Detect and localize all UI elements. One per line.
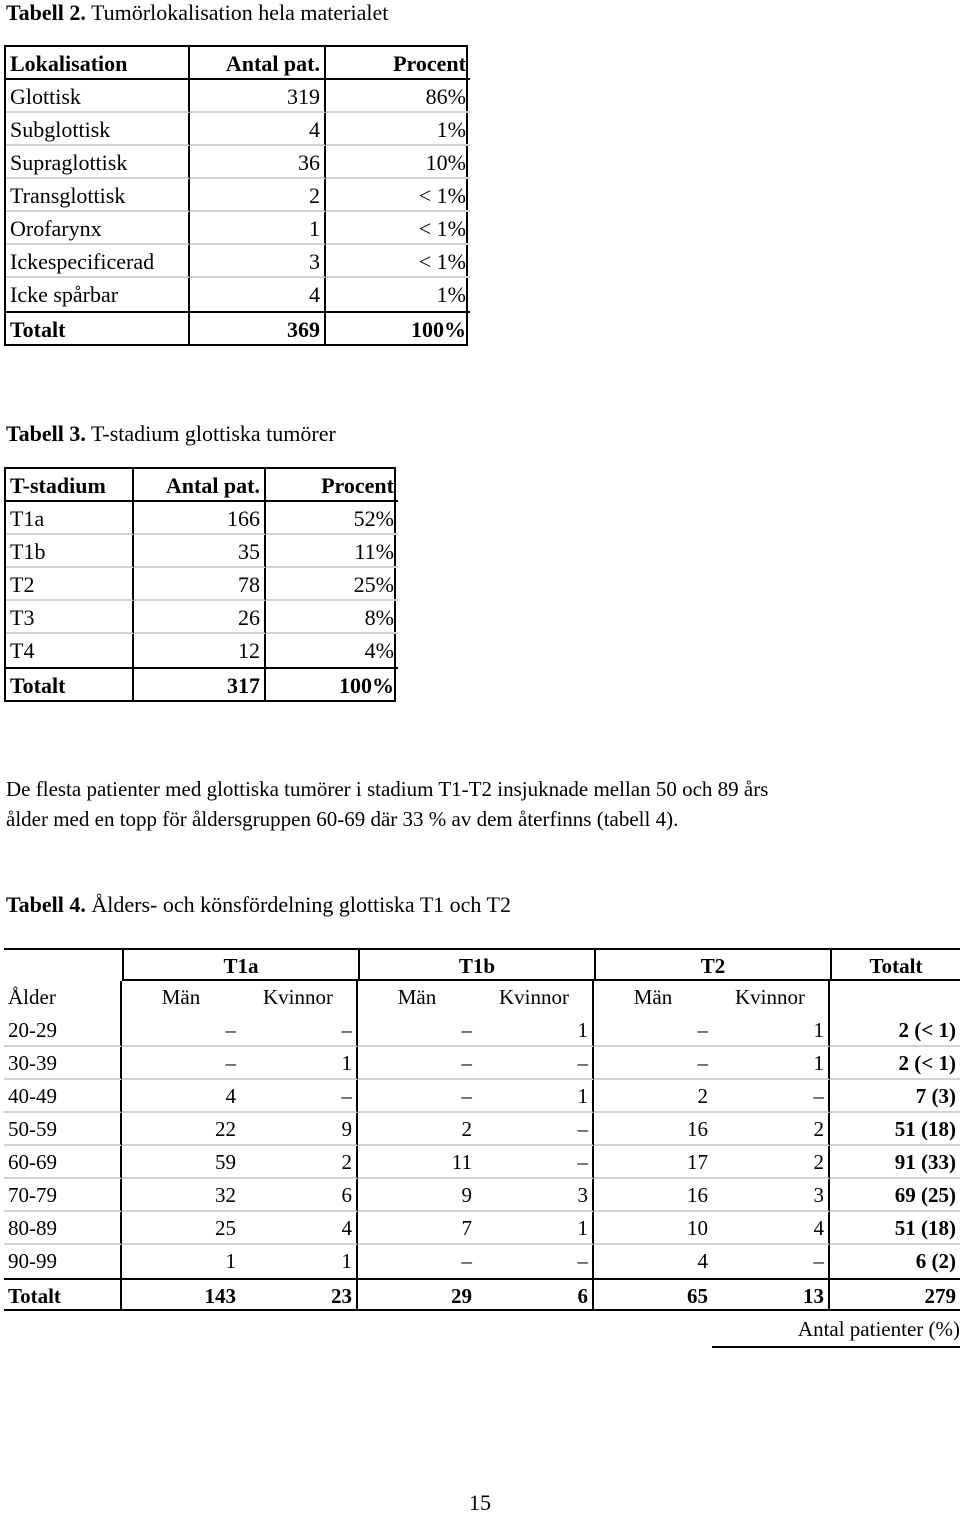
- table-cell: 4%: [364, 638, 394, 663]
- table3-caption: [6, 421, 336, 447]
- table-group-header: Totalt: [830, 948, 960, 981]
- body-paragraph: [6, 774, 960, 834]
- table-cell: 25: [122, 1212, 240, 1245]
- table2: [4, 45, 468, 346]
- table-cell: 59: [122, 1146, 240, 1179]
- table-group-header: T2: [594, 948, 830, 981]
- table-cell: 2: [358, 1113, 476, 1146]
- table-cell: 35: [134, 535, 266, 568]
- table-subheader-cell: Kvinnor: [240, 981, 358, 1014]
- table-cell: 7 (3): [830, 1080, 960, 1113]
- table-header-cell: Procent: [266, 469, 398, 502]
- table-cell: 2: [594, 1080, 712, 1113]
- table-total-cell: 6: [476, 1278, 594, 1311]
- table-cell: –: [594, 1014, 712, 1047]
- table-header-cell: Antal pat.: [134, 469, 266, 502]
- table4-caption-label: Tabell 4.: [6, 892, 86, 917]
- table-total-cell: Totalt: [6, 667, 134, 700]
- table-cell: 1: [476, 1212, 594, 1245]
- table-total-cell: 29: [358, 1278, 476, 1311]
- table-total-cell: 23: [240, 1278, 358, 1311]
- table-cell: 91 (33): [830, 1146, 960, 1179]
- table-cell: 11%: [266, 535, 398, 568]
- table-cell: 1: [476, 1014, 594, 1047]
- table-cell: –: [712, 1080, 830, 1113]
- table-cell: Supraglottisk: [6, 146, 190, 179]
- table-cell: T1a: [6, 502, 134, 535]
- table-cell: T2: [6, 568, 134, 601]
- table-cell: T1b: [6, 535, 134, 568]
- table-cell: 319: [190, 80, 326, 113]
- table-cell: –: [476, 1245, 594, 1278]
- table-cell: < 1%: [326, 179, 470, 212]
- table-cell: 26: [134, 601, 266, 634]
- table-cell: 1: [476, 1080, 594, 1113]
- table-cell: –: [122, 1047, 240, 1080]
- table-cell: –: [712, 1245, 830, 1278]
- table-cell: Subglottisk: [6, 113, 190, 146]
- table-cell: 2: [712, 1146, 830, 1179]
- table-cell: –: [240, 1014, 358, 1047]
- table-cell: 4: [190, 278, 326, 311]
- table4-footnote: Antal patienter (%): [712, 1312, 960, 1348]
- table-cell: 8%: [266, 601, 398, 634]
- table-total-cell: 13: [712, 1278, 830, 1311]
- table-cell: Ickespecificerad: [6, 245, 190, 278]
- table-cell: –: [358, 1014, 476, 1047]
- table-cell: 9: [240, 1113, 358, 1146]
- table-cell: –: [461, 1249, 472, 1273]
- table-header-cell: Lokalisation: [6, 47, 190, 80]
- table-cell: 1%: [326, 113, 470, 146]
- table-cell: 1: [712, 1047, 830, 1080]
- table-corner-cell: [4, 948, 122, 981]
- table-cell: 166: [134, 502, 266, 535]
- table-cell: 51 (18): [830, 1113, 960, 1146]
- table-cell: 80-89: [4, 1212, 122, 1245]
- table-subheader-cell: Män: [633, 985, 673, 1009]
- table-cell: T3: [6, 601, 134, 634]
- table-cell: 10%: [326, 146, 470, 179]
- table-cell: Orofarynx: [6, 212, 190, 245]
- table-cell: –: [240, 1080, 358, 1113]
- table-cell: 78: [134, 568, 266, 601]
- table-header-cell: Antal pat.: [190, 47, 326, 80]
- paragraph-line-1: De flesta patienter med glottiska tumörer i stadium T1-T2 insjuknade mellan 50 och 89 års: [6, 777, 769, 801]
- table-cell: 2: [712, 1113, 830, 1146]
- table-cell: 3: [476, 1179, 594, 1212]
- table3-caption-text: T-stadium glottiska tumörer: [85, 421, 336, 446]
- table-cell: < 1%: [326, 245, 470, 278]
- table-cell: –: [476, 1047, 594, 1080]
- table-cell: 32: [122, 1179, 240, 1212]
- table-cell: 3: [190, 245, 326, 278]
- table-total-cell: 317: [134, 667, 266, 700]
- table-total-cell: 279: [830, 1278, 960, 1311]
- table-cell: 17: [594, 1146, 712, 1179]
- table-cell: 25%: [266, 568, 398, 601]
- table-subheader-cell: Män: [397, 985, 437, 1009]
- table3: [4, 467, 396, 702]
- table-cell: 40-49: [4, 1080, 122, 1113]
- table-total-cell: 65: [594, 1278, 712, 1311]
- table3-caption-label: Tabell 3.: [6, 421, 86, 446]
- table-cell: 1: [190, 212, 326, 245]
- table-cell: 9: [358, 1179, 476, 1212]
- table-cell: 2: [190, 179, 326, 212]
- table-cell: 1: [712, 1014, 830, 1047]
- table-cell: 7: [358, 1212, 476, 1245]
- table-cell: –: [358, 1047, 476, 1080]
- table-subheader-cell: [830, 981, 960, 1014]
- table-cell: 30-39: [4, 1047, 122, 1080]
- table-cell: 11: [358, 1146, 476, 1179]
- table-cell: 16: [594, 1179, 712, 1212]
- table-cell: 10: [594, 1212, 712, 1245]
- table-header-cell: T-stadium: [6, 469, 134, 502]
- table-cell: –: [122, 1014, 240, 1047]
- table-cell: –: [358, 1080, 476, 1113]
- table-cell: 4: [240, 1212, 358, 1245]
- table-cell: 12: [134, 634, 266, 667]
- table-cell: 51 (18): [830, 1212, 960, 1245]
- table4: [4, 948, 960, 1311]
- table-cell: 16: [594, 1113, 712, 1146]
- table-cell: 22: [122, 1113, 240, 1146]
- table-group-header: T1b: [358, 948, 594, 981]
- table-subheader-cell: Kvinnor: [476, 981, 594, 1014]
- table-cell: 4: [190, 113, 326, 146]
- table-total-cell: 100%: [266, 667, 398, 700]
- table-total-cell: 369: [190, 311, 326, 344]
- table2-caption: [6, 0, 388, 26]
- table-cell: –: [476, 1146, 594, 1179]
- table-total-cell: Totalt: [4, 1278, 122, 1311]
- table-total-cell: Totalt: [6, 311, 190, 344]
- table-cell: 4: [697, 1249, 708, 1273]
- table-cell: < 1%: [326, 212, 470, 245]
- table4-caption-text: Ålders- och könsfördelning glottiska T1 och T2: [85, 892, 511, 917]
- table-group-header: T1a: [122, 948, 358, 981]
- table-cell: –: [594, 1047, 712, 1080]
- table-cell: 1: [225, 1249, 236, 1273]
- table-cell: 69 (25): [830, 1179, 960, 1212]
- table-cell: T4: [6, 634, 134, 667]
- table-cell: 2: [240, 1146, 358, 1179]
- table-subheader-cell: Män: [161, 985, 201, 1009]
- table-cell: 1: [240, 1047, 358, 1080]
- table-cell: –: [476, 1113, 594, 1146]
- table-header-cell: Procent: [326, 47, 470, 80]
- page-number: 15: [469, 1490, 491, 1515]
- table-cell: 20-29: [4, 1014, 122, 1047]
- table-subheader-cell: Ålder: [4, 981, 122, 1014]
- table-cell: 6 (2): [915, 1249, 956, 1273]
- table-cell: 2 (< 1): [830, 1014, 960, 1047]
- table-cell: 4: [122, 1080, 240, 1113]
- table-cell: 70-79: [4, 1179, 122, 1212]
- table-cell: Icke spårbar: [6, 278, 190, 311]
- table-cell: 50-59: [4, 1113, 122, 1146]
- table-cell: Glottisk: [6, 80, 190, 113]
- table-total-cell: 100%: [326, 311, 470, 344]
- table-cell: 6: [240, 1179, 358, 1212]
- table2-caption-label: Tabell 2.: [6, 0, 86, 25]
- table-cell: 60-69: [4, 1146, 122, 1179]
- table-cell: 86%: [326, 80, 470, 113]
- table-cell: 36: [190, 146, 326, 179]
- table-cell: 52%: [266, 502, 398, 535]
- table-cell: Transglottisk: [6, 179, 190, 212]
- table-cell: 90-99: [4, 1245, 122, 1278]
- table-cell: 3: [712, 1179, 830, 1212]
- table-cell: 1%: [436, 282, 466, 307]
- table-subheader-cell: Kvinnor: [712, 981, 830, 1014]
- table-cell: 1: [240, 1245, 358, 1278]
- paragraph-line-2: ålder med en topp för åldersgruppen 60-69 där 33 % av dem återfinns (tabell 4).: [6, 807, 679, 831]
- table4-caption: [6, 892, 511, 918]
- table-total-cell: 143: [122, 1278, 240, 1311]
- table2-caption-text: Tumörlokalisation hela materialet: [85, 0, 389, 25]
- table-cell: 2 (< 1): [830, 1047, 960, 1080]
- table-cell: 4: [712, 1212, 830, 1245]
